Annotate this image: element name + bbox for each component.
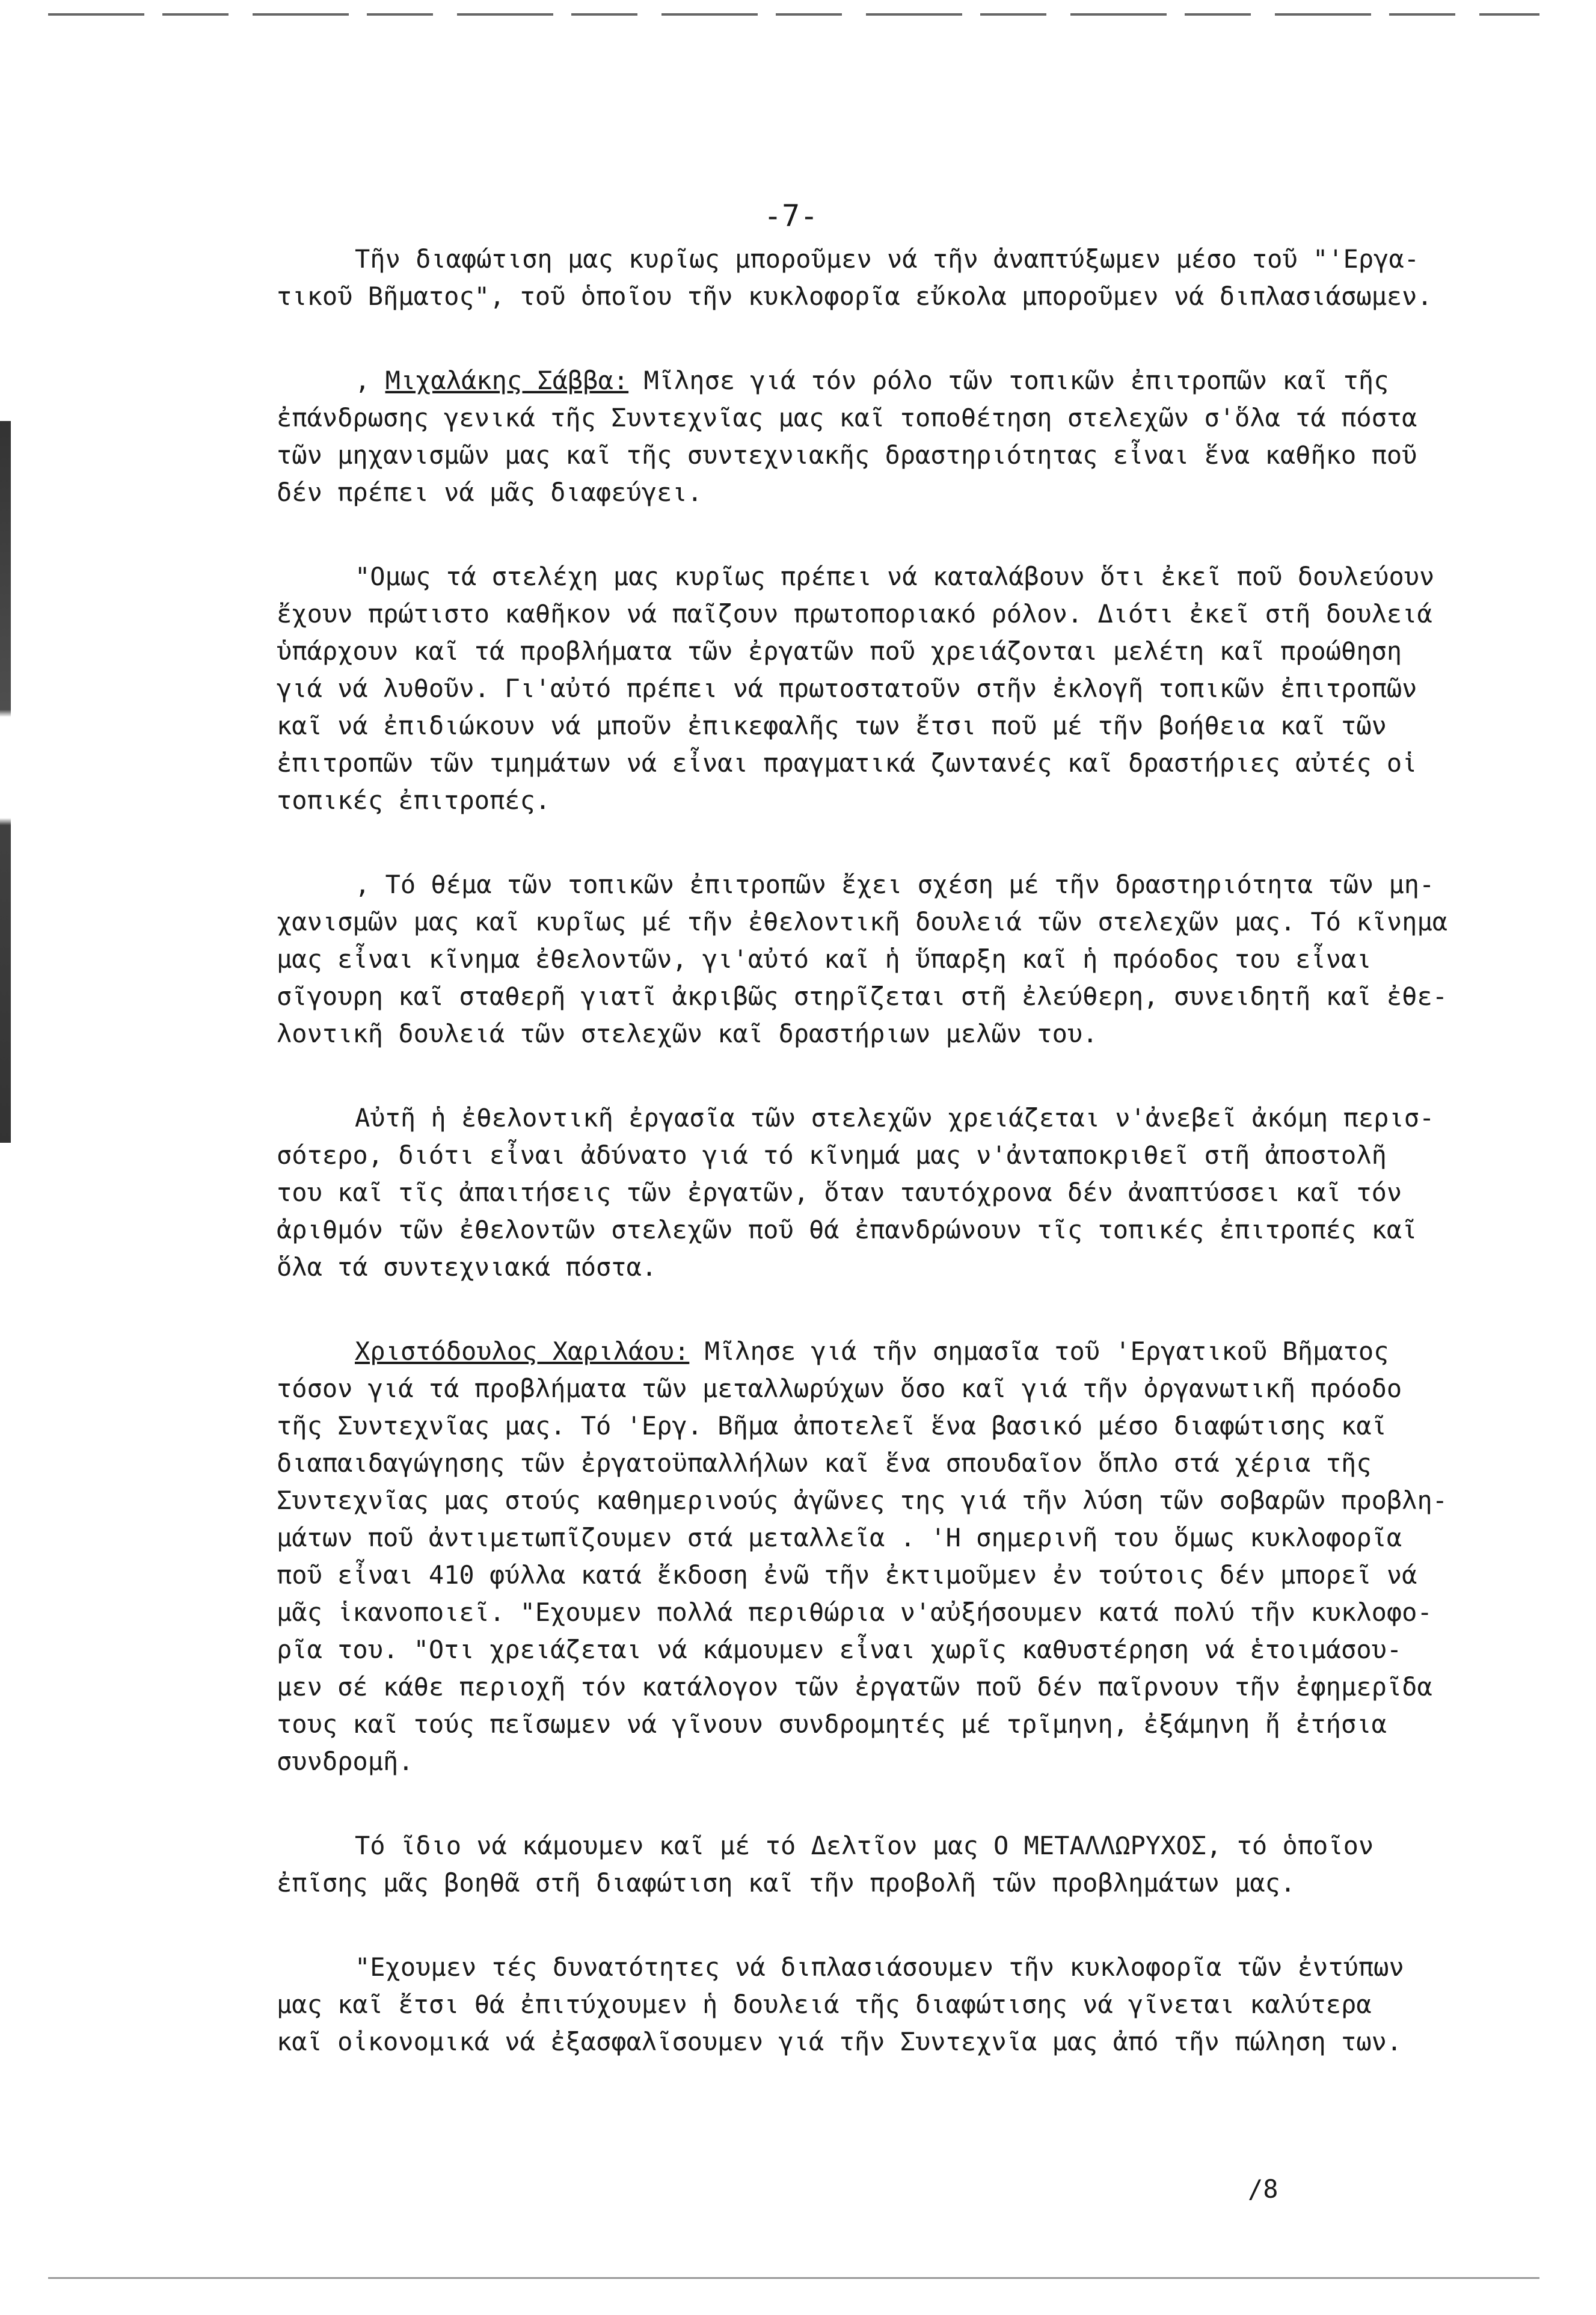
text-line: συνδρομῆ. [277, 1747, 414, 1776]
scan-artifact-bottom [48, 2277, 1539, 2279]
text-line: Αὐτῆ ἡ ἐθελοντικῆ ἐργασῖα τῶν στελεχῶν χρειάζεται ν'ἀνεβεῖ ἀκόμη περισ- [355, 1103, 1435, 1133]
text-line: "Εχουμεν τές δυνατότητες νά διπλασιάσουμεν τῆν κυκλοφορῖα τῶν ἐντύπων [355, 1952, 1404, 1982]
text-fragment: Τό θέμα τῶν τοπικῶν ἐπιτροπῶν ἔχει σχέση μέ τῆν δραστηριότητα τῶν μη- [385, 870, 1435, 899]
paragraph-5 [277, 1099, 1473, 1286]
text-line: ἐπιτροπῶν τῶν τμημάτων νά εἶναι πραγματικά ζωντανές καῖ δραστήριες αὐτές οἱ [277, 748, 1417, 778]
text-line: ἐπάνδρωσης γενικά τῆς Συντεχνῖας μας καῖ τοποθέτηση στελεχῶν σ'ὅλα τά πόστα [277, 403, 1417, 432]
text-line: μᾶς ἱκανοποιεῖ. "Εχουμεν πολλά περιθώρια ν'αὐξήσουμεν κατά πολύ τῆν κυκλοφο- [277, 1597, 1432, 1627]
text-line: , Μιχαλάκης Σάββα: Μῖλησε γιά τόν ρόλο τῶν τοπικῶν ἐπιτροπῶν καῖ τῆς [355, 366, 1389, 395]
text-line: του καῖ τῖς ἀπαιτήσεις τῶν ἐργατῶν, ὅταν ταυτόχρονα δέν ἀναπτύσσει καῖ τόν [277, 1178, 1402, 1207]
text-line: σῖγουρη καῖ σταθερῆ γιατῖ ἀκριβῶς στηρῖζεται στῆ ἐλεύθερη, συνειδητῆ καῖ ἐθε- [277, 982, 1448, 1011]
text-line: Συντεχνῖας μας στούς καθημερινούς ἀγῶνες της γιά τῆν λύση τῶν σοβαρῶν προβλη- [277, 1486, 1448, 1515]
text-line: καῖ οἰκονομικά νά ἐξασφαλῖσουμεν γιά τῆν Συντεχνῖα μας ἀπό τῆν πώληση των. [277, 2027, 1402, 2056]
text-line: σότερο, διότι εἶναι ἀδύνατο γιά τό κῖνημά μας ν'ἀνταποκριθεῖ στῆ ἀποστολῆ [277, 1140, 1387, 1170]
text-line: ποῦ εἶναι 410 φύλλα κατά ἔκδοση ἐνῶ τῆν ἐκτιμοῦμεν ἐν τούτοις δέν μπορεῖ νά [277, 1560, 1417, 1590]
text-line: ἔχουν πρώτιστο καθῆκον νά παῖζουν πρωτοποριακό ρόλον. Διότι ἐκεῖ στῆ δουλειά [277, 599, 1432, 629]
text-line: λοντικῆ δουλειά τῶν στελεχῶν καῖ δραστήριων μελῶν του. [277, 1019, 1098, 1048]
text-line: ρῖα του. "Οτι χρειάζεται νά κάμουμεν εἶναι χωρῖς καθυστέρηση νά ἑτοιμάσου- [277, 1635, 1402, 1664]
text-line: τῆς Συντεχνῖας μας. Τό 'Εργ. Βῆμα ἀποτελεῖ ἕνα βασικό μέσο διαφώτισης καῖ [277, 1411, 1387, 1440]
text-line: μας καῖ ἔτσι θά ἐπιτύχουμεν ἡ δουλειά τῆς διαφώτισης νά γῖνεται καλύτερα [277, 1990, 1372, 2019]
document-body [277, 241, 1473, 2061]
text-line: καῖ νά ἐπιδιώκουν νά μποῦν ἐπικεφαλῆς των ἔτσι ποῦ μέ τῆν βοήθεια καῖ τῶν [277, 711, 1387, 740]
speaker-name: Μιχαλάκης Σάββα: [385, 366, 629, 395]
scan-artifact-left [0, 421, 11, 1143]
page-number: -7- [764, 198, 818, 233]
text-line: διαπαιδαγώγησης τῶν ἐργατοϋπαλλήλων καῖ ἕνα σπουδαῖον ὅπλο στά χέρια τῆς [277, 1448, 1372, 1478]
text-line: τοπικές ἐπιτροπές. [277, 786, 551, 815]
paragraph-8 [277, 1949, 1473, 2061]
text-line: ὅλα τά συντεχνιακά πόστα. [277, 1252, 657, 1282]
text-line: δέν πρέπει νά μᾶς διαφεύγει. [277, 478, 703, 507]
next-page-marker: /8 [1248, 2174, 1278, 2204]
paragraph-4 [277, 866, 1473, 1053]
text-line: ἐπῖσης μᾶς βοηθᾶ στῆ διαφώτιση καῖ τῆν προβολῆ τῶν προβλημάτων μας. [277, 1868, 1296, 1898]
text-fragment: Μῖλησε γιά τόν ρόλο τῶν τοπικῶν ἐπιτροπῶν καῖ τῆς [643, 366, 1389, 395]
paragraph-1 [277, 241, 1473, 315]
text-line: , Τό θέμα τῶν τοπικῶν ἐπιτροπῶν ἔχει σχέση μέ τῆν δραστηριότητα τῶν μη- [355, 870, 1435, 899]
text-line: "Ομως τά στελέχη μας κυρῖως πρέπει νά καταλάβουν ὅτι ἐκεῖ ποῦ δουλεύουν [355, 562, 1435, 591]
text-line: μας εἶναι κῖνημα ἐθελοντῶν, γι'αὐτό καῖ ἡ ὕπαρξη καῖ ἡ πρόοδος του εἶναι [277, 944, 1372, 974]
text-line: ὑπάρχουν καῖ τά προβλήματα τῶν ἐργατῶν ποῦ χρειάζονται μελέτη καῖ προώθηση [277, 636, 1402, 666]
text-line: χανισμῶν μας καῖ κυρῖως μέ τῆν ἐθελοντικῆ δουλειά τῶν στελεχῶν μας. Τό κῖνημα [277, 907, 1448, 936]
paragraph-7 [277, 1827, 1473, 1902]
text-line: μεν σέ κάθε περιοχῆ τόν κατάλογον τῶν ἐργατῶν ποῦ δέν παῖρνουν τῆν ἐφημερῖδα [277, 1672, 1432, 1702]
scan-artifact-top [48, 13, 1539, 16]
text-line: τικοῦ Βῆματος", τοῦ ὁποῖου τῆν κυκλοφορῖα εὔκολα μποροῦμεν νά διπλασιάσωμεν. [277, 281, 1432, 311]
text-line [277, 1333, 1473, 1370]
text-line: Τό ῖδιο νά κάμουμεν καῖ μέ τό Δελτῖον μας Ο ΜΕΤΑΛΛΩΡΥΧΟΣ, τό ὁποῖον [355, 1831, 1374, 1860]
text-line: τους καῖ τούς πεῖσωμεν νά γῖνουν συνδρομητές μέ τρῖμηνη, ἐξάμηνη ἤ ἐτήσια [277, 1709, 1387, 1739]
text-line: τόσον γιά τά προβλήματα τῶν μεταλλωρύχων ὅσο καῖ γιά τῆν ὀργανωτικῆ πρόοδο [277, 1374, 1402, 1403]
paragraph-3 [277, 558, 1473, 819]
text-fragment: Μῖλησε γιά τῆν σημασῖα τοῦ 'Εργατικοῦ Βῆματος [704, 1336, 1389, 1366]
speaker-name: Χριστόδουλος Χαριλάου: [355, 1336, 690, 1366]
text-line: γιά νά λυθοῦν. Γι'αὐτό πρέπει νά πρωτοστατοῦν στῆν ἐκλογῆ τοπικῶν ἐπιτροπῶν [277, 674, 1417, 703]
paragraph-2 [277, 362, 1473, 511]
text-line: ἀριθμόν τῶν ἐθελοντῶν στελεχῶν ποῦ θά ἐπανδρώνουν τῖς τοπικές ἐπιτροπές καῖ [277, 1215, 1417, 1244]
paragraph-6 [277, 1333, 1473, 1780]
text-line: μάτων ποῦ ἀντιμετωπῖζουμεν στά μεταλλεῖα . 'Η σημερινῆ του ὅμως κυκλοφορῖα [277, 1523, 1402, 1552]
text-line: τῶν μηχανισμῶν μας καῖ τῆς συντεχνιακῆς δραστηριότητας εἶναι ἕνα καθῆκο ποῦ [277, 440, 1417, 470]
text-line: Τῆν διαφώτιση μας κυρῖως μποροῦμεν νά τῆν ἀναπτύξωμεν μέσο τοῦ "'Εργα- [355, 244, 1420, 274]
